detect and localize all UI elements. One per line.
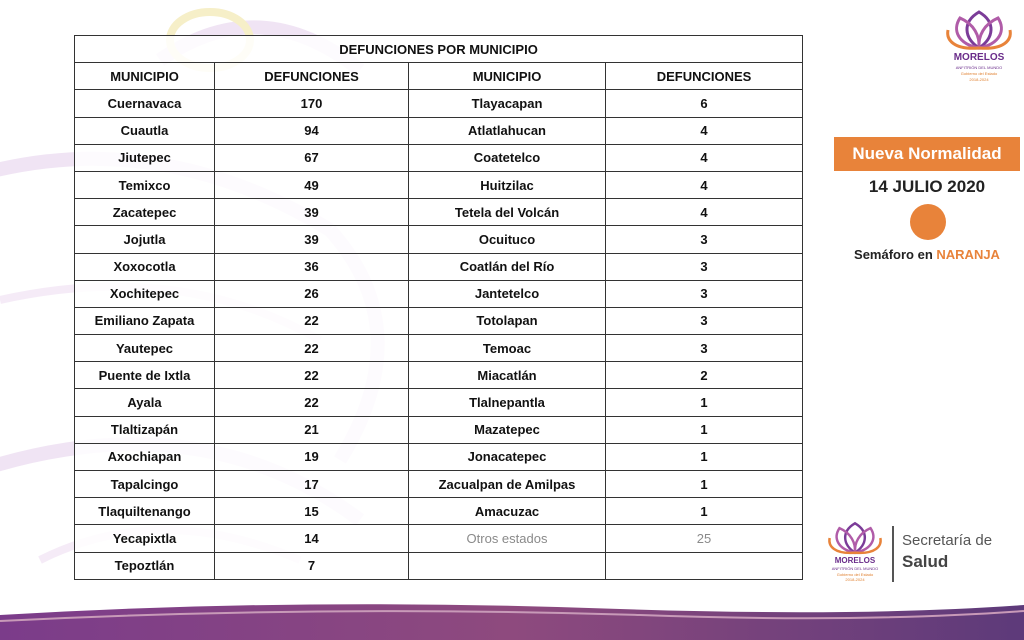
table-header-row bbox=[75, 63, 803, 90]
municipio-left-cell: Ayala bbox=[75, 389, 215, 416]
municipio-left-cell: Xoxocotla bbox=[75, 253, 215, 280]
defunciones-right-cell: 1 bbox=[606, 416, 803, 443]
footer-divider bbox=[892, 526, 894, 582]
logo-line3: 2018-2024 bbox=[969, 77, 989, 82]
deaths-by-municipality-table bbox=[74, 35, 803, 580]
defunciones-left-cell: 39 bbox=[215, 226, 409, 253]
municipio-right-cell: Zacualpan de Amilpas bbox=[409, 471, 606, 498]
table-row bbox=[75, 199, 803, 226]
municipio-right-cell: Coatetelco bbox=[409, 144, 606, 171]
municipio-right-cell: Temoac bbox=[409, 335, 606, 362]
logo-word: MORELOS bbox=[953, 52, 1005, 63]
mini-logo-line3: 2018-2024 bbox=[845, 577, 865, 582]
defunciones-right-cell: 3 bbox=[606, 307, 803, 334]
morelos-flower-icon bbox=[944, 8, 1014, 52]
defunciones-left-cell: 22 bbox=[215, 307, 409, 334]
municipio-left-cell: Xochitepec bbox=[75, 280, 215, 307]
municipio-right-cell bbox=[409, 552, 606, 579]
municipio-right-cell: Miacatlán bbox=[409, 362, 606, 389]
table-row bbox=[75, 552, 803, 579]
table-row bbox=[75, 226, 803, 253]
table-row bbox=[75, 144, 803, 171]
defunciones-right-cell: 3 bbox=[606, 226, 803, 253]
municipio-left-cell: Emiliano Zapata bbox=[75, 307, 215, 334]
municipio-left-cell: Axochiapan bbox=[75, 443, 215, 470]
defunciones-left-cell: 17 bbox=[215, 471, 409, 498]
semaforo-color-word: NARANJA bbox=[936, 247, 1000, 262]
municipio-right-cell: Tlayacapan bbox=[409, 90, 606, 117]
table-row bbox=[75, 362, 803, 389]
municipio-left-cell: Jojutla bbox=[75, 226, 215, 253]
header-municipio-left: MUNICIPIO bbox=[75, 63, 215, 90]
defunciones-right-cell: 1 bbox=[606, 443, 803, 470]
municipio-right-cell: Jonacatepec bbox=[409, 443, 606, 470]
municipio-left-cell: Tlaquiltenango bbox=[75, 498, 215, 525]
municipio-right-cell: Huitzilac bbox=[409, 171, 606, 198]
defunciones-right-cell: 1 bbox=[606, 498, 803, 525]
table-row bbox=[75, 498, 803, 525]
defunciones-left-cell: 22 bbox=[215, 362, 409, 389]
table-title: DEFUNCIONES POR MUNICIPIO bbox=[75, 36, 803, 63]
table-row bbox=[75, 171, 803, 198]
defunciones-left-cell: 94 bbox=[215, 117, 409, 144]
municipio-left-cell: Yautepec bbox=[75, 335, 215, 362]
municipio-left-cell: Tapalcingo bbox=[75, 471, 215, 498]
defunciones-left-cell: 22 bbox=[215, 335, 409, 362]
semaforo-prefix: Semáforo en bbox=[854, 247, 937, 262]
defunciones-left-cell: 26 bbox=[215, 280, 409, 307]
morelos-mini-flower-icon bbox=[826, 520, 884, 556]
municipio-left-cell: Yecapixtla bbox=[75, 525, 215, 552]
logo-line2: Gobierno del Estado bbox=[960, 71, 998, 76]
municipio-left-cell: Cuernavaca bbox=[75, 90, 215, 117]
defunciones-right-cell: 3 bbox=[606, 335, 803, 362]
defunciones-left-cell: 170 bbox=[215, 90, 409, 117]
municipio-left-cell: Puente de Ixtla bbox=[75, 362, 215, 389]
defunciones-left-cell: 15 bbox=[215, 498, 409, 525]
table-row bbox=[75, 307, 803, 334]
defunciones-left-cell: 7 bbox=[215, 552, 409, 579]
defunciones-right-cell: 4 bbox=[606, 171, 803, 198]
morelos-logo bbox=[944, 8, 1014, 90]
defunciones-right-cell: 1 bbox=[606, 389, 803, 416]
municipio-right-cell: Mazatepec bbox=[409, 416, 606, 443]
morelos-mini-logo bbox=[826, 520, 884, 584]
table-row bbox=[75, 525, 803, 552]
defunciones-right-cell: 25 bbox=[606, 525, 803, 552]
defunciones-right-cell: 4 bbox=[606, 117, 803, 144]
header-municipio-right: MUNICIPIO bbox=[409, 63, 606, 90]
municipio-left-cell: Zacatepec bbox=[75, 199, 215, 226]
defunciones-right-cell: 6 bbox=[606, 90, 803, 117]
defunciones-right-cell: 4 bbox=[606, 144, 803, 171]
defunciones-left-cell: 22 bbox=[215, 389, 409, 416]
traffic-light-indicator bbox=[910, 204, 946, 240]
defunciones-right-cell: 2 bbox=[606, 362, 803, 389]
deaths-table-container bbox=[74, 35, 802, 580]
municipio-right-cell: Jantetelco bbox=[409, 280, 606, 307]
table-row bbox=[75, 280, 803, 307]
defunciones-right-cell bbox=[606, 552, 803, 579]
table-row bbox=[75, 117, 803, 144]
table-row bbox=[75, 389, 803, 416]
logo-line1: ANFITRIÓN DEL MUNDO bbox=[955, 65, 1003, 70]
table-title-row bbox=[75, 36, 803, 63]
municipio-left-cell: Jiutepec bbox=[75, 144, 215, 171]
bottom-band-decoration bbox=[0, 597, 1024, 640]
table-row bbox=[75, 253, 803, 280]
mini-logo-line2: Gobierno del Estado bbox=[836, 572, 874, 577]
municipio-left-cell: Temixco bbox=[75, 171, 215, 198]
defunciones-right-cell: 4 bbox=[606, 199, 803, 226]
salud-label: Salud bbox=[902, 552, 949, 571]
table-row bbox=[75, 471, 803, 498]
table-row bbox=[75, 90, 803, 117]
municipio-left-cell: Tepoztlán bbox=[75, 552, 215, 579]
municipio-right-cell: Tlalnepantla bbox=[409, 389, 606, 416]
defunciones-left-cell: 36 bbox=[215, 253, 409, 280]
secretaria-label: Secretaría de bbox=[902, 532, 993, 549]
defunciones-right-cell: 3 bbox=[606, 253, 803, 280]
municipio-right-cell: Atlatlahucan bbox=[409, 117, 606, 144]
table-row bbox=[75, 416, 803, 443]
report-date: 14 JULIO 2020 bbox=[868, 177, 986, 196]
municipio-right-cell: Otros estados bbox=[409, 525, 606, 552]
mini-logo-line1: ANFITRIÓN DEL MUNDO bbox=[831, 566, 879, 571]
semaforo-status bbox=[832, 247, 1022, 262]
table-row bbox=[75, 443, 803, 470]
municipio-left-cell: Tlaltizapán bbox=[75, 416, 215, 443]
defunciones-right-cell: 3 bbox=[606, 280, 803, 307]
defunciones-left-cell: 19 bbox=[215, 443, 409, 470]
municipio-right-cell: Totolapan bbox=[409, 307, 606, 334]
defunciones-left-cell: 14 bbox=[215, 525, 409, 552]
defunciones-left-cell: 67 bbox=[215, 144, 409, 171]
mini-logo-word: MORELOS bbox=[834, 556, 876, 565]
municipio-right-cell: Amacuzac bbox=[409, 498, 606, 525]
defunciones-right-cell: 1 bbox=[606, 471, 803, 498]
municipio-right-cell: Ocuituco bbox=[409, 226, 606, 253]
nueva-normalidad-badge: Nueva Normalidad bbox=[834, 137, 1020, 171]
table-row bbox=[75, 335, 803, 362]
footer-logos bbox=[826, 520, 1024, 590]
defunciones-left-cell: 49 bbox=[215, 171, 409, 198]
defunciones-left-cell: 39 bbox=[215, 199, 409, 226]
municipio-right-cell: Tetela del Volcán bbox=[409, 199, 606, 226]
header-defunciones-right: DEFUNCIONES bbox=[606, 63, 803, 90]
municipio-left-cell: Cuautla bbox=[75, 117, 215, 144]
defunciones-left-cell: 21 bbox=[215, 416, 409, 443]
header-defunciones-left: DEFUNCIONES bbox=[215, 63, 409, 90]
municipio-right-cell: Coatlán del Río bbox=[409, 253, 606, 280]
